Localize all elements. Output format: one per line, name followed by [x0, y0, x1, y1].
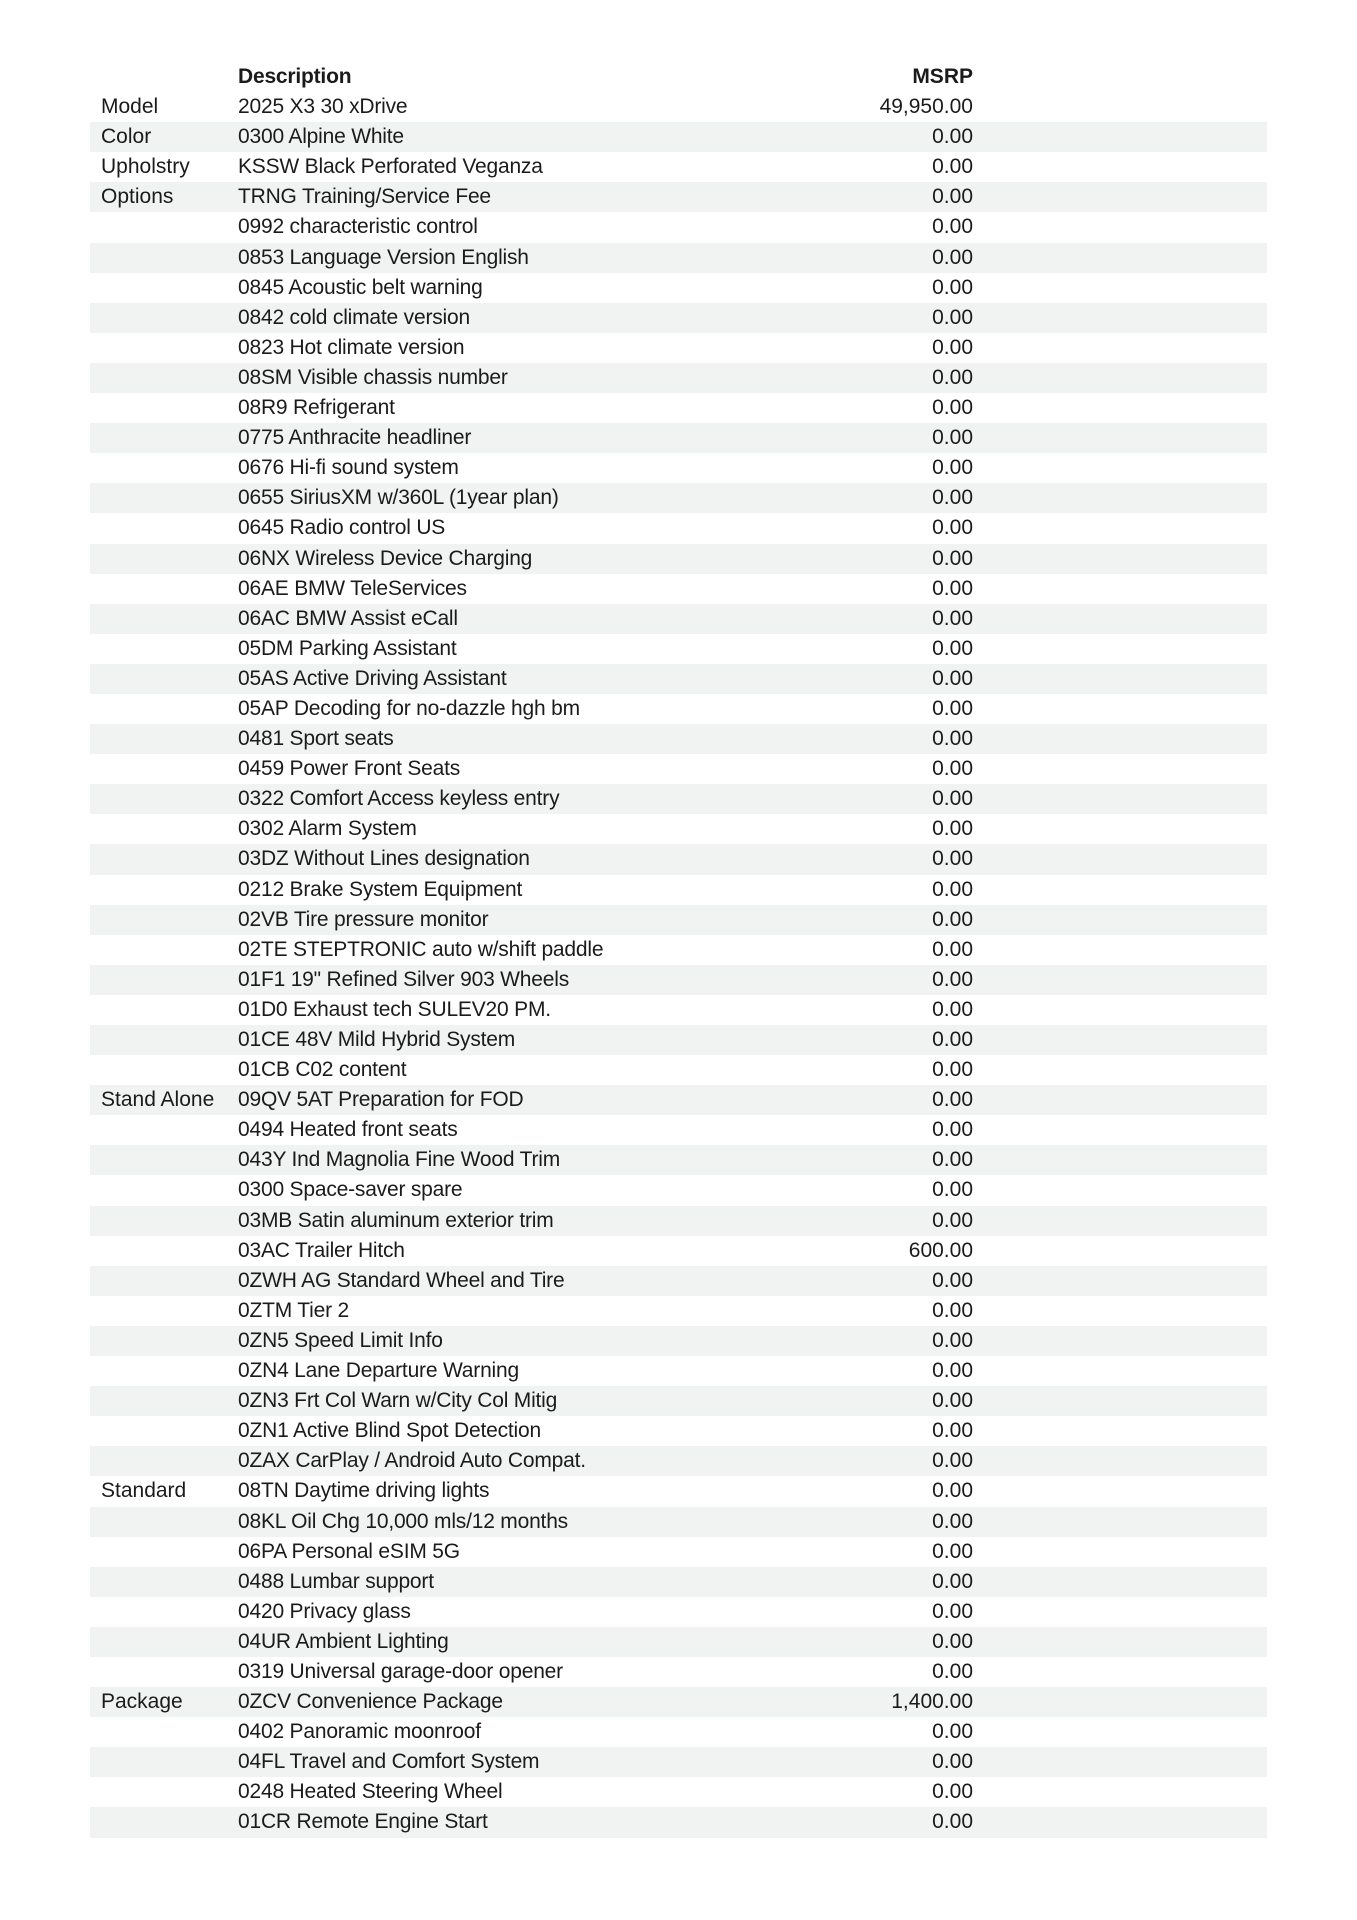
- price-sheet-table: [90, 62, 1267, 1838]
- row-description: 0ZN1 Active Blind Spot Detection: [238, 1419, 541, 1443]
- row-category: Upholstry: [101, 155, 190, 179]
- table-body: [90, 92, 1267, 1837]
- row-msrp: 0.00: [932, 125, 973, 149]
- row-msrp: 0.00: [932, 606, 973, 630]
- row-description: 01CE 48V Mild Hybrid System: [238, 1028, 516, 1051]
- table-row: [90, 1025, 1267, 1055]
- table-row: [90, 1567, 1267, 1597]
- row-description: 0402 Panoramic moonroof: [238, 1720, 481, 1744]
- row-description: 0494 Heated front seats: [238, 1118, 458, 1142]
- header-msrp: MSRP: [912, 65, 973, 88]
- table-row: [90, 1476, 1267, 1506]
- table-row: [90, 995, 1267, 1025]
- row-msrp: 0.00: [932, 787, 973, 811]
- row-description: 0842 cold climate version: [238, 305, 470, 329]
- row-description: 0ZWH AG Standard Wheel and Tire: [238, 1268, 565, 1292]
- table-row: [90, 634, 1267, 664]
- table-row: [90, 784, 1267, 814]
- row-description: 0300 Space-saver spare: [238, 1178, 463, 1202]
- header-description: Description: [238, 65, 352, 88]
- row-msrp: 0.00: [932, 1509, 973, 1533]
- table-row: [90, 1296, 1267, 1326]
- row-description: 0ZN5 Speed Limit Info: [238, 1328, 443, 1352]
- row-description: 0823 Hot climate version: [238, 335, 465, 359]
- row-msrp: 0.00: [932, 1750, 973, 1774]
- row-description: 08R9 Refrigerant: [238, 396, 395, 420]
- row-msrp: 0.00: [932, 757, 973, 781]
- row-description: 0322 Comfort Access keyless entry: [238, 787, 560, 811]
- row-description: KSSW Black Perforated Veganza: [238, 155, 543, 179]
- row-msrp: 49,950.00: [879, 95, 973, 119]
- row-description: 06AC BMW Assist eCall: [238, 606, 458, 630]
- row-description: 0481 Sport seats: [238, 727, 394, 751]
- row-description: 02TE STEPTRONIC auto w/shift paddle: [238, 937, 604, 961]
- row-category: Options: [101, 185, 174, 209]
- row-msrp: 0.00: [932, 1810, 973, 1834]
- row-description: 0212 Brake System Equipment: [238, 877, 523, 901]
- table-row: [90, 604, 1267, 634]
- row-description: 01CB C02 content: [238, 1058, 407, 1082]
- row-description: 09QV 5AT Preparation for FOD: [238, 1088, 524, 1112]
- row-description: 01CR Remote Engine Start: [238, 1810, 488, 1834]
- row-msrp: 0.00: [932, 817, 973, 841]
- row-msrp: 0.00: [932, 1629, 973, 1653]
- row-description: 0853 Language Version English: [238, 245, 529, 269]
- row-msrp: 0.00: [932, 245, 973, 269]
- row-msrp: 0.00: [932, 696, 973, 720]
- row-description: 0ZN4 Lane Departure Warning: [238, 1359, 519, 1383]
- table-row: [90, 393, 1267, 423]
- row-msrp: 0.00: [932, 396, 973, 420]
- row-description: 04FL Travel and Comfort System: [238, 1750, 540, 1774]
- row-msrp: 0.00: [932, 335, 973, 359]
- table-header-row: [90, 62, 1267, 92]
- row-msrp: 0.00: [932, 937, 973, 961]
- row-msrp: 0.00: [932, 365, 973, 389]
- row-description: 05AS Active Driving Assistant: [238, 666, 507, 690]
- row-description: 03MB Satin aluminum exterior trim: [238, 1208, 554, 1232]
- table-row: [90, 905, 1267, 935]
- row-description: 01F1 19" Refined Silver 903 Wheels: [238, 967, 570, 991]
- row-description: 03AC Trailer Hitch: [238, 1238, 405, 1262]
- row-msrp: 0.00: [932, 1058, 973, 1082]
- row-msrp: 0.00: [932, 1659, 973, 1683]
- table-row: [90, 1747, 1267, 1777]
- row-msrp: 0.00: [932, 1720, 973, 1744]
- row-description: 0459 Power Front Seats: [238, 757, 461, 781]
- row-description: 0ZN3 Frt Col Warn w/City Col Mitig: [238, 1389, 558, 1413]
- table-row: [90, 574, 1267, 604]
- row-msrp: 0.00: [932, 1178, 973, 1202]
- table-row: [90, 423, 1267, 453]
- row-msrp: 0.00: [932, 997, 973, 1021]
- row-msrp: 0.00: [932, 1419, 973, 1443]
- row-category: Model: [101, 95, 159, 119]
- table-row: [90, 814, 1267, 844]
- row-msrp: 0.00: [932, 666, 973, 690]
- table-row: [90, 483, 1267, 513]
- row-msrp: 0.00: [932, 155, 973, 179]
- table-row: [90, 243, 1267, 273]
- row-category: Package: [101, 1690, 183, 1714]
- row-msrp: 0.00: [932, 305, 973, 329]
- table-row: [90, 182, 1267, 212]
- table-row: [90, 453, 1267, 483]
- row-description: 04UR Ambient Lighting: [238, 1629, 449, 1653]
- row-description: 0300 Alpine White: [238, 125, 404, 149]
- row-msrp: 0.00: [932, 636, 973, 660]
- table-row: [90, 212, 1267, 242]
- row-msrp: 0.00: [932, 1359, 973, 1383]
- table-row: [90, 1597, 1267, 1627]
- table-row: [90, 1115, 1267, 1145]
- row-description: 05AP Decoding for no-dazzle hgh bm: [238, 696, 580, 720]
- row-msrp: 0.00: [932, 907, 973, 931]
- row-description: 0488 Lumbar support: [238, 1569, 434, 1593]
- row-msrp: 1,400.00: [891, 1690, 973, 1714]
- row-msrp: 0.00: [932, 215, 973, 239]
- row-msrp: 0.00: [932, 1328, 973, 1352]
- row-category: Stand Alone: [101, 1088, 215, 1112]
- row-msrp: 0.00: [932, 516, 973, 540]
- row-description: TRNG Training/Service Fee: [238, 185, 491, 209]
- row-msrp: 0.00: [932, 1028, 973, 1051]
- row-msrp: 0.00: [932, 275, 973, 299]
- table-row: [90, 1206, 1267, 1236]
- row-description: 0992 characteristic control: [238, 215, 478, 239]
- table-row: [90, 1085, 1267, 1115]
- table-row: [90, 754, 1267, 784]
- table-row: [90, 122, 1267, 152]
- row-description: 2025 X3 30 xDrive: [238, 95, 408, 119]
- row-description: 0676 Hi-fi sound system: [238, 456, 459, 480]
- row-msrp: 0.00: [932, 1208, 973, 1232]
- table-row: [90, 1687, 1267, 1717]
- table-row: [90, 1537, 1267, 1567]
- table-row: [90, 152, 1267, 182]
- row-msrp: 0.00: [932, 1298, 973, 1322]
- row-msrp: 0.00: [932, 847, 973, 871]
- table-row: [90, 363, 1267, 393]
- row-msrp: 600.00: [908, 1238, 973, 1262]
- row-msrp: 0.00: [932, 1389, 973, 1413]
- row-description: 06AE BMW TeleServices: [238, 576, 467, 600]
- table-row: [90, 1627, 1267, 1657]
- row-msrp: 0.00: [932, 1569, 973, 1593]
- table-row: [90, 1055, 1267, 1085]
- table-row: [90, 1236, 1267, 1266]
- row-msrp: 0.00: [932, 1539, 973, 1563]
- table-row: [90, 1145, 1267, 1175]
- row-description: 08KL Oil Chg 10,000 mls/12 months: [238, 1509, 568, 1533]
- row-description: 0248 Heated Steering Wheel: [238, 1780, 503, 1804]
- row-description: 01D0 Exhaust tech SULEV20 PM.: [238, 997, 551, 1021]
- row-msrp: 0.00: [932, 1479, 973, 1503]
- table-row: [90, 544, 1267, 574]
- table-row: [90, 1446, 1267, 1476]
- row-category: Standard: [101, 1479, 187, 1503]
- table-row: [90, 965, 1267, 995]
- table-row: [90, 1507, 1267, 1537]
- table-row: [90, 1326, 1267, 1356]
- row-description: 08SM Visible chassis number: [238, 365, 508, 389]
- row-msrp: 0.00: [932, 727, 973, 751]
- row-msrp: 0.00: [932, 1780, 973, 1804]
- table-row: [90, 724, 1267, 754]
- row-description: 0319 Universal garage-door opener: [238, 1659, 563, 1683]
- row-description: 08TN Daytime driving lights: [238, 1479, 490, 1503]
- table-row: [90, 513, 1267, 543]
- row-msrp: 0.00: [932, 877, 973, 901]
- row-description: 0645 Radio control US: [238, 516, 446, 540]
- row-description: 0ZAX CarPlay / Android Auto Compat.: [238, 1449, 586, 1473]
- table-row: [90, 273, 1267, 303]
- table-row: [90, 303, 1267, 333]
- row-description: 0ZTM Tier 2: [238, 1298, 349, 1322]
- row-msrp: 0.00: [932, 1148, 973, 1172]
- table-row: [90, 1717, 1267, 1747]
- row-description: 0655 SiriusXM w/360L (1year plan): [238, 486, 559, 510]
- row-msrp: 0.00: [932, 1088, 973, 1112]
- row-description: 0420 Privacy glass: [238, 1599, 411, 1623]
- table-row: [90, 333, 1267, 363]
- row-description: 05DM Parking Assistant: [238, 636, 457, 660]
- row-description: 0302 Alarm System: [238, 817, 417, 841]
- row-msrp: 0.00: [932, 456, 973, 480]
- table-row: [90, 1386, 1267, 1416]
- table-row: [90, 1416, 1267, 1446]
- row-description: 0ZCV Convenience Package: [238, 1690, 503, 1714]
- row-msrp: 0.00: [932, 1449, 973, 1473]
- row-msrp: 0.00: [932, 486, 973, 510]
- table-row: [90, 92, 1267, 122]
- table-row: [90, 1356, 1267, 1386]
- table-row: [90, 694, 1267, 724]
- table-row: [90, 1807, 1267, 1837]
- table-row: [90, 1175, 1267, 1205]
- table-row: [90, 664, 1267, 694]
- row-description: 0845 Acoustic belt warning: [238, 275, 483, 299]
- row-msrp: 0.00: [932, 1118, 973, 1142]
- row-msrp: 0.00: [932, 1599, 973, 1623]
- row-msrp: 0.00: [932, 967, 973, 991]
- table-row: [90, 844, 1267, 874]
- row-msrp: 0.00: [932, 185, 973, 209]
- row-description: 043Y Ind Magnolia Fine Wood Trim: [238, 1148, 561, 1172]
- table-row: [90, 1657, 1267, 1687]
- row-msrp: 0.00: [932, 1268, 973, 1292]
- row-description: 03DZ Without Lines designation: [238, 847, 530, 871]
- row-msrp: 0.00: [932, 576, 973, 600]
- row-msrp: 0.00: [932, 546, 973, 570]
- row-description: 06PA Personal eSIM 5G: [238, 1539, 460, 1563]
- table-row: [90, 935, 1267, 965]
- row-description: 06NX Wireless Device Charging: [238, 546, 533, 570]
- row-description: 0775 Anthracite headliner: [238, 426, 472, 450]
- table-row: [90, 1777, 1267, 1807]
- table-row: [90, 1266, 1267, 1296]
- row-description: 02VB Tire pressure monitor: [238, 907, 489, 931]
- row-msrp: 0.00: [932, 426, 973, 450]
- table-row: [90, 875, 1267, 905]
- row-category: Color: [101, 125, 152, 149]
